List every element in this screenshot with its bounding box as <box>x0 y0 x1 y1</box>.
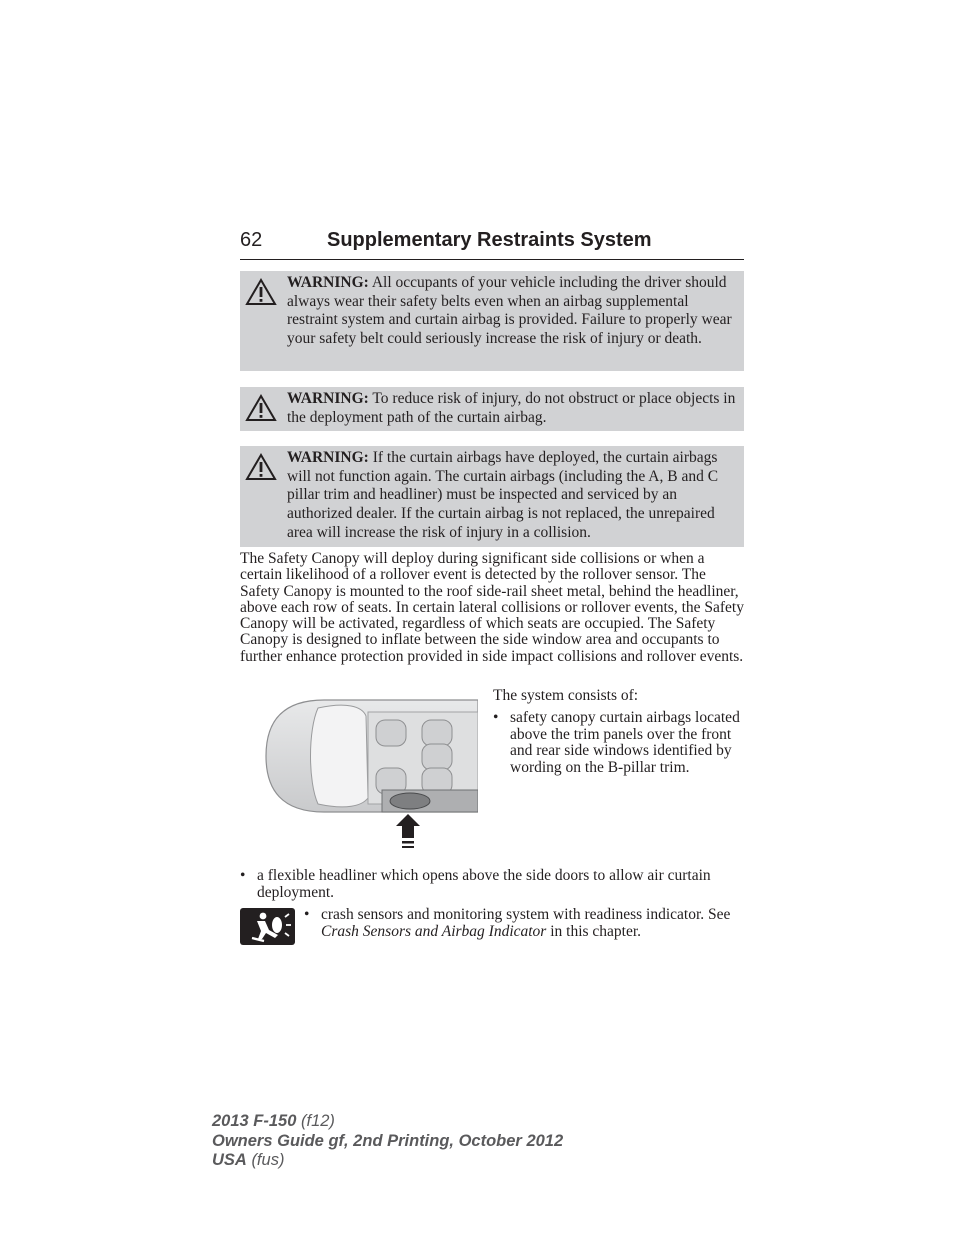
warning-triangle-icon <box>245 278 277 306</box>
warning-box-1 <box>240 271 744 371</box>
bullet-text: in this chapter. <box>546 922 642 940</box>
footer-guide: Owners Guide gf, 2nd Printing, October 2012 <box>212 1131 564 1150</box>
footer-model: 2013 F-150 <box>212 1112 297 1130</box>
bullet-text: crash sensors and monitoring system with readiness indicator. See <box>321 906 731 923</box>
bullet-dot: • <box>304 906 310 923</box>
warning-label: WARNING: <box>287 390 369 407</box>
footer-model-code: (f12) <box>301 1112 335 1130</box>
warning-text <box>245 274 738 349</box>
footer-line-guide <box>212 1132 563 1152</box>
bullet-dot: • <box>240 867 246 884</box>
warning-box-3 <box>240 446 744 547</box>
list-item <box>493 710 745 776</box>
footer-region-code: (fus) <box>251 1151 285 1169</box>
footer-line-model <box>212 1112 563 1132</box>
warning-box-2 <box>240 387 744 431</box>
footer-line-region <box>212 1151 563 1171</box>
warning-text <box>245 449 738 543</box>
warning-triangle-icon <box>245 394 277 422</box>
system-intro: The system consists of: <box>493 687 639 704</box>
warning-label: WARNING: <box>287 449 369 466</box>
warning-body: To reduce risk of injury, do not obstruct or place objects in the deployment path of the curtain airbag. <box>287 390 736 426</box>
page-number: 62 <box>240 229 263 251</box>
warning-triangle-icon <box>245 453 277 481</box>
vehicle-top-view-illustration <box>264 686 478 852</box>
warning-body: If the curtain airbags have deployed, the curtain airbags will not function again. The curtain airbags (including the A, B and C pillar trim and headliner) must be inspected and serviced by an authorized dealer. If the curtain airbag is not replaced, the unrepaired area will increase the risk of injury in a collision. <box>287 449 719 541</box>
list-item <box>240 868 744 901</box>
warning-body: All occupants of your vehicle including the driver should always wear their safety belts even when an airbag supplemental restraint system and curtain airbag is provided. Failure to properly wear your safety belt could seriously increase the risk of injury or death. <box>287 274 732 348</box>
warning-text <box>245 390 738 427</box>
bullet-text: safety canopy curtain airbags located above the trim panels over the front and rear side windows identified by wording on the B-pillar trim. <box>510 709 740 776</box>
airbag-warning-icon <box>240 908 295 945</box>
warning-label: WARNING: <box>287 274 369 291</box>
intro-paragraph: The Safety Canopy will deploy during significant side collisions or when a certain likelihood of a rollover event is detected by the rollover sensor. The Safety Canopy is mounted to the roof side-rail sheet metal, behind the headliner, above each row of seats. In certain lateral collisions or rollover events, the Safety Canopy will be activated, regardless of which seats are occupied. The Safety Canopy is designed to inflate between the side window area and occupants to further enhance protection provided in side impact collisions and rollover events. <box>240 550 744 665</box>
list-item <box>304 907 744 940</box>
bullet-dot: • <box>493 709 499 726</box>
page-title: Supplementary Restraints System <box>327 229 652 251</box>
page-header <box>240 229 744 260</box>
page-footer <box>212 1112 563 1171</box>
footer-region: USA <box>212 1151 247 1169</box>
cross-reference-link[interactable]: Crash Sensors and Airbag Indicator <box>321 922 547 940</box>
bullet-text: a flexible headliner which opens above the side doors to allow air curtain deployment. <box>257 867 711 901</box>
